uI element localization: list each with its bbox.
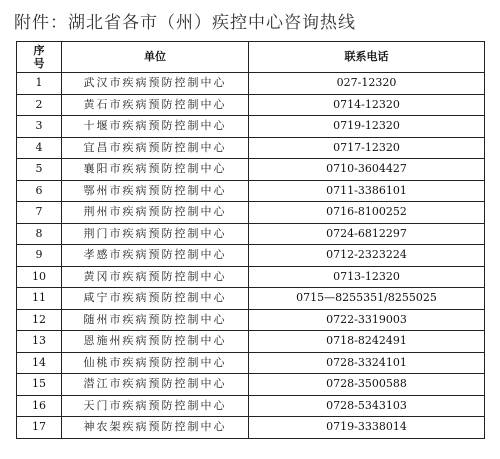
header-unit: 单位 <box>62 42 249 73</box>
cell-phone-number: 0724-6812297 <box>249 223 485 245</box>
cell-serial-number: 3 <box>17 116 62 138</box>
cell-serial-number: 17 <box>17 417 62 439</box>
cell-phone-number: 0728-5343103 <box>249 395 485 417</box>
cell-phone-number: 0712-2323224 <box>249 245 485 267</box>
cell-phone-number: 0728-3500588 <box>249 374 485 396</box>
cell-phone-number: 0714-12320 <box>249 94 485 116</box>
cell-phone-number: 027-12320 <box>249 73 485 95</box>
table-row <box>17 374 485 396</box>
cell-serial-number: 11 <box>17 288 62 310</box>
page-title: 附件：湖北省各市（州）疾控中心咨询热线 <box>14 13 356 33</box>
cell-serial-number: 13 <box>17 331 62 353</box>
cell-unit-name: 十堰市疾病预防控制中心 <box>62 116 249 138</box>
cell-phone-number: 0718-8242491 <box>249 331 485 353</box>
cell-unit-name: 神农架疾病预防控制中心 <box>62 417 249 439</box>
cell-phone-number: 0719-12320 <box>249 116 485 138</box>
cell-serial-number: 8 <box>17 223 62 245</box>
cell-phone-number: 0717-12320 <box>249 137 485 159</box>
table-row <box>17 223 485 245</box>
table-row <box>17 94 485 116</box>
cell-unit-name: 襄阳市疾病预防控制中心 <box>62 159 249 181</box>
table-row <box>17 331 485 353</box>
cell-unit-name: 随州市疾病预防控制中心 <box>62 309 249 331</box>
table-row <box>17 352 485 374</box>
cell-unit-name: 孝感市疾病预防控制中心 <box>62 245 249 267</box>
cell-serial-number: 14 <box>17 352 62 374</box>
cell-serial-number: 2 <box>17 94 62 116</box>
table-row <box>17 245 485 267</box>
cell-serial-number: 7 <box>17 202 62 224</box>
header-serial-number <box>17 42 62 73</box>
cell-phone-number: 0719-3338014 <box>249 417 485 439</box>
table-row <box>17 202 485 224</box>
cell-phone-number: 0728-3324101 <box>249 352 485 374</box>
table-row <box>17 266 485 288</box>
cell-phone-number: 0722-3319003 <box>249 309 485 331</box>
cell-serial-number: 9 <box>17 245 62 267</box>
table-row <box>17 309 485 331</box>
cell-serial-number: 15 <box>17 374 62 396</box>
cell-phone-number: 0710-3604427 <box>249 159 485 181</box>
cell-unit-name: 恩施州疾病预防控制中心 <box>62 331 249 353</box>
cell-phone-number: 0711-3386101 <box>249 180 485 202</box>
header-serial-line2: 号 <box>33 57 45 70</box>
table-row <box>17 180 485 202</box>
table-row <box>17 73 485 95</box>
cell-unit-name: 黄石市疾病预防控制中心 <box>62 94 249 116</box>
table-row <box>17 116 485 138</box>
table-row <box>17 137 485 159</box>
cell-unit-name: 荆门市疾病预防控制中心 <box>62 223 249 245</box>
header-serial-line1: 序 <box>33 44 45 57</box>
cell-unit-name: 武汉市疾病预防控制中心 <box>62 73 249 95</box>
cell-unit-name: 黄冈市疾病预防控制中心 <box>62 266 249 288</box>
table-row <box>17 395 485 417</box>
hotline-table <box>16 41 485 439</box>
cell-serial-number: 5 <box>17 159 62 181</box>
cell-unit-name: 天门市疾病预防控制中心 <box>62 395 249 417</box>
table-row <box>17 417 485 439</box>
cell-unit-name: 仙桃市疾病预防控制中心 <box>62 352 249 374</box>
cell-serial-number: 10 <box>17 266 62 288</box>
cell-serial-number: 12 <box>17 309 62 331</box>
cell-phone-number: 0716-8100252 <box>249 202 485 224</box>
table-row <box>17 288 485 310</box>
cell-serial-number: 4 <box>17 137 62 159</box>
table-header-row <box>17 42 485 73</box>
cell-unit-name: 鄂州市疾病预防控制中心 <box>62 180 249 202</box>
header-phone: 联系电话 <box>249 42 485 73</box>
cell-phone-number: 0715—8255351/8255025 <box>249 288 485 310</box>
cell-unit-name: 荆州市疾病预防控制中心 <box>62 202 249 224</box>
cell-serial-number: 16 <box>17 395 62 417</box>
cell-unit-name: 潜江市疾病预防控制中心 <box>62 374 249 396</box>
table-row <box>17 159 485 181</box>
cell-phone-number: 0713-12320 <box>249 266 485 288</box>
cell-serial-number: 1 <box>17 73 62 95</box>
cell-serial-number: 6 <box>17 180 62 202</box>
cell-unit-name: 咸宁市疾病预防控制中心 <box>62 288 249 310</box>
cell-unit-name: 宜昌市疾病预防控制中心 <box>62 137 249 159</box>
